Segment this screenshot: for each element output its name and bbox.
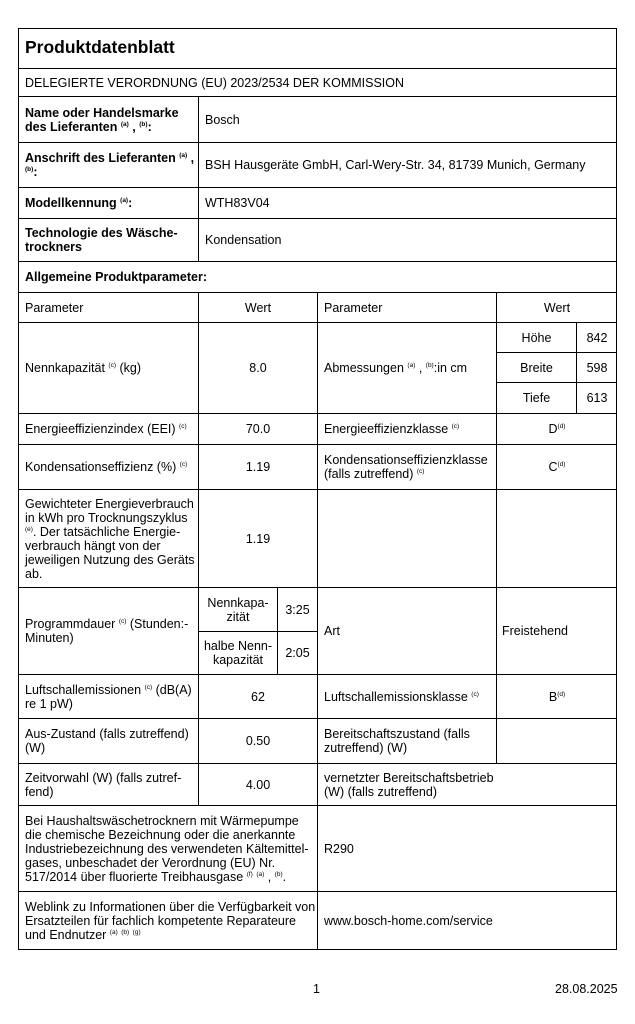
header-value-right: Wert [543,300,571,315]
condensation-efficiency-value: 1.19 [245,460,271,474]
rated-capacity-label: Nennkapa- zität [207,595,269,624]
supplier-address-value: BSH Hausgeräte GmbH, Carl-Wery-Str. 34, 81739 Munich, Germany [205,158,586,172]
product-data-sheet [18,28,617,950]
delay-start-value: 4.00 [245,777,271,792]
delay-start-label: Zeitvorwahl (W) (falls zutref- fend) [25,770,182,799]
type-value: Freistehend [502,624,569,638]
weblink-label: Weblink zu Informationen über die Verfügbarkeit von Ersatzteilen für fachlich kompetente Reparateure und Endnutzer $^{(a)}$ $^{(b)}$ $^{(g)}$ [25,900,316,942]
capacity-label: Nennkapazität $^{(c)}$ (kg) [25,361,142,375]
technology-value: Kondensation [205,233,282,247]
half-capacity-duration: 2:05 [285,646,310,660]
type-label: Art [324,624,340,638]
regulation-text: DELEGIERTE VERORDNUNG (EU) 2023/2534 DER KOMMISSION [25,75,405,90]
page-title: Produktdatenblatt [25,37,175,58]
depth-label: Tiefe [522,391,551,405]
condensation-efficiency-label: Kondensationseffizienz (%) $^{(c)}$ [25,460,188,474]
standby-label: Bereitschaftszustand (falls zutreffend) (W) [324,727,470,755]
energy-class-label: Energieeffizienzklasse $^{(c)}$ [324,422,460,436]
condensation-class-label: Kondensationseffizienzklasse (falls zutreffend) $^{(c)}$ [324,453,488,481]
eei-label: Energieeffizienzindex (EEI) $^{(c)}$ [25,422,187,436]
dimensions-label: Abmessungen $^{(a)}$ , $^{(b)}$:in cm [324,361,468,375]
capacity-value: 8.0 [249,361,267,375]
refrigerant-label: Bei Haushaltswäschetrocknern mit Wärmepumpe die chemische Bezeichnung oder die anerkannte Industriebezeichnung des verwendeten Kältemittel- gases, unbeschadet der Verordnung (EU) Nr. 517/2014 über fluorierte Treibhausgase $^{(f)}$ $^{(a)}$ , $^{(b)}$. [25,813,309,884]
noise-value: 62 [251,689,265,704]
header-param-right: Parameter [324,300,383,315]
technology-label: Technologie des Wäsche-trockners [25,226,178,254]
width-value: 598 [586,360,608,375]
off-mode-value: 0.50 [245,734,271,748]
general-params-heading: Allgemeine Produktparameter: [25,270,207,284]
energy-class-value: $D^{(d)}$ [548,422,566,436]
standby-value [497,719,617,763]
noise-label: Luftschallemissionen $^{(c)}$ (dB(A) re 1 pW) [25,682,192,711]
program-duration-label: Programmdauer $^{(c)}$ (Stunden:- Minuten) [25,617,189,645]
model-value: WTH83V04 [205,196,270,210]
width-label: Breite [520,360,553,375]
depth-value: 613 [586,391,608,405]
weblink-value[interactable]: www.bosch-home.com/service [324,914,493,928]
model-label: Modellkennung $^{(a)}$: [25,196,133,210]
refrigerant-value: R290 [324,841,354,856]
weighted-energy-value: 1.19 [245,531,271,546]
off-mode-label: Aus-Zustand (falls zutreffend) (W) [25,727,189,755]
page-number: 1 [313,982,320,996]
footer-date: 28.08.2025 [555,982,618,996]
rated-capacity-duration: 3:25 [285,602,310,617]
eei-value: 70.0 [245,422,271,436]
noise-class-value: $B^{(d)}$ [548,689,566,704]
supplier-name-label: Name oder Handelsmarke des Lieferanten $^{(a)}$ , $^{(b)}$: [25,105,179,134]
networked-standby-value [497,764,617,805]
half-capacity-label: halbe Nenn- kapazität [203,639,273,667]
noise-class-label: Luftschallemissionsklasse $^{(c)}$ [324,689,479,704]
networked-standby-label: vernetzter Bereitschaftsbetrieb (W) (falls zutreffend) [324,770,494,799]
height-label: Höhe [521,330,552,345]
height-value: 842 [586,330,608,345]
condensation-class-value: $C^{(d)}$ [548,460,566,474]
supplier-name-value: Bosch [205,112,240,127]
header-value-left: Wert [244,300,272,315]
weighted-energy-label: Gewichteter Energieverbrauch in kWh pro Trocknungszyklus $^{(e)}$. Der tatsächliche Energie- verbrauch hängt von der jeweiligen Nutzung des Geräts ab. [25,496,195,581]
supplier-address-label: Anschrift des Lieferanten $^{(a)}$ , $^{(b)}$: [25,151,195,179]
header-param-left: Parameter [25,300,84,315]
